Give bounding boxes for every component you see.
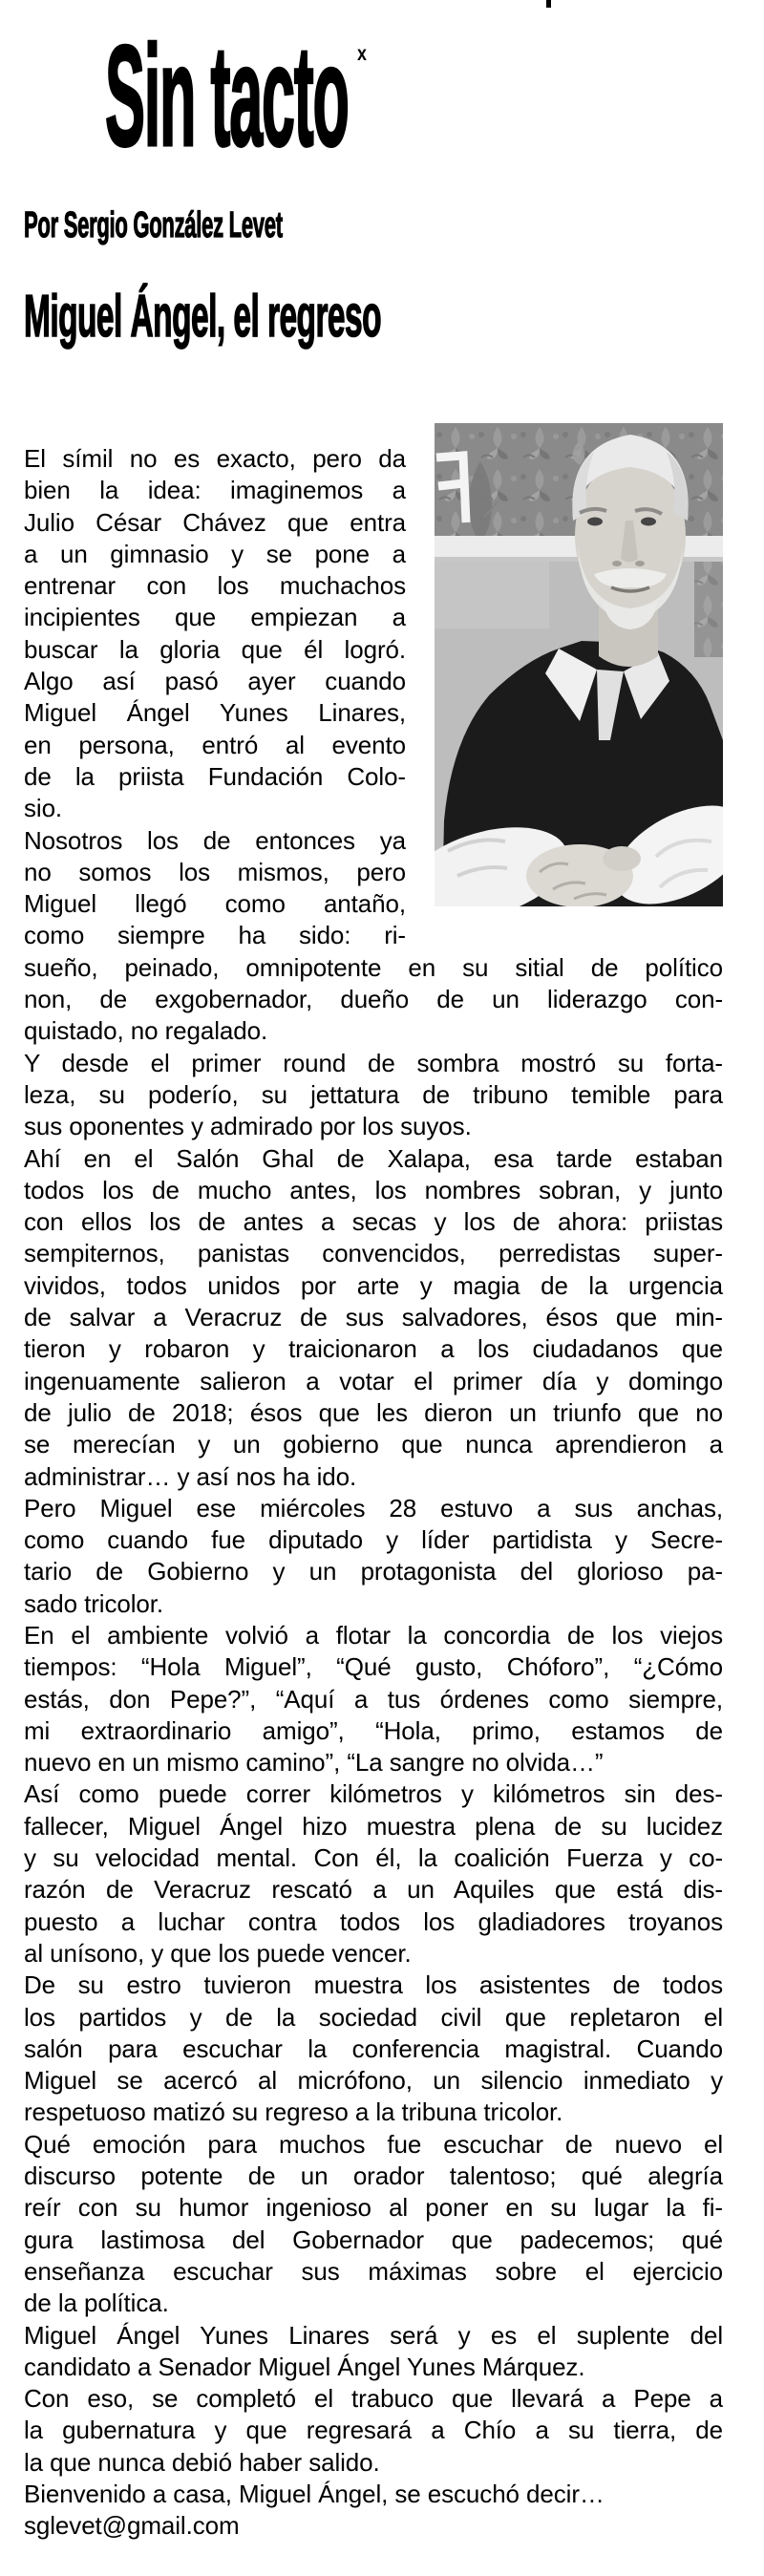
body-text-line: de julio de 2018; ésos que les dieron un triunfo que no [24,1397,723,1427]
body-text-line: Miguel Ángel Yunes Linares, [24,698,406,728]
body-text-line: vividos, todos unidos por arte y magia de la urgencia [24,1270,723,1300]
body-text-line: Miguel se acercó al micrófono, un silencio inmediato y [24,2066,723,2096]
body-text-line: non, de exgobernador, dueño de un liderazgo con- [24,985,723,1014]
body-text-line: los partidos y de la sociedad civil que repletaron el [24,2002,723,2032]
body-text-line: Pero Miguel ese miércoles 28 estuvo a sus anchas, [24,1493,723,1522]
body-text-line: como cuando fue diputado y líder partidista y Secre- [24,1525,723,1555]
body-text-line: leza, su poderío, su jettatura de tribuno temible para [24,1079,723,1109]
body-text-line: nuevo en un mismo camino”, “La sangre no olvida…” [24,1748,604,1778]
body-text-line: discurso potente de un orador talentoso; qué alegría [24,2161,723,2191]
author-email: sglevet@gmail.com [24,2511,240,2541]
body-text-line: Algo así pasó ayer cuando [24,667,406,696]
body-text-line: y su velocidad mental. Con él, la coalición Fuerza y co- [24,1843,723,1873]
body-text-line: respetuoso matizó su regreso a la tribuna tricolor. [24,2097,563,2127]
body-text-line: Miguel llegó como antaño, [24,889,406,919]
body-text-line: sus oponentes y admirado por los suyos. [24,1112,472,1141]
body-text-line: incipientes que empiezan a [24,603,406,632]
body-text-line: buscar la gloria que él logró. [24,634,406,664]
body-text-line: de la priista Fundación Colo- [24,761,406,791]
body-text-line: sado tricolor. [24,1588,164,1618]
body-text-line: fallecer, Miguel Ángel hizo muestra plena de su lucidez [24,1811,723,1841]
body-text-line: la que nunca debió haber salido. [24,2447,380,2477]
body-text-line: Ahí en el Salón Ghal de Xalapa, esa tarde estaban [24,1143,723,1173]
body-text-line: razón de Veracruz rescató a un Aquiles que está dis- [24,1875,723,1905]
body-text-line: tieron y robaron y traicionaron a los ciudadanos que [24,1334,723,1364]
body-text-line: estás, don Pepe?”, “Aquí a tus órdenes como siempre, [24,1684,723,1714]
column-title: Sin tacto [105,15,349,176]
body-text-line: Con eso, se completó el trabuco que llevará a Pepe a [24,2384,723,2414]
body-text-line: Así como puede correr kilómetros y kilómetros sin des- [24,1779,723,1809]
body-text-line: no somos los mismos, pero [24,857,406,886]
column-title-mark: x [357,43,367,65]
body-text-line: Qué emoción para muchos fue escuchar de nuevo el [24,2129,723,2159]
body-text-line: en persona, entró al evento [24,730,406,759]
body-text-line: entrenar con los muchachos [24,571,406,601]
body-text-line: tiempos: “Hola Miguel”, “Qué gusto, Chóforo”, “¿Cómo [24,1652,723,1682]
body-text-line: candidato a Senador Miguel Ángel Yunes Márquez. [24,2352,585,2381]
body-text-line: puesto a luchar contra todos los gladiadores troyanos [24,1906,723,1936]
body-text-line: la gubernatura y que regresará a Chío a su tierra, de [24,2416,723,2445]
body-text-line: Nosotros los de entonces ya [24,825,406,855]
byline: Por Sergio González Levet [24,205,283,245]
body-text-line: bien la idea: imaginemos a [24,476,406,505]
body-text-line: con ellos los de antes a secas y los de ahora: priistas [24,1207,723,1237]
portrait-photo-illustration [435,423,723,906]
body-text-line: tario de Gobierno y un protagonista del glorioso pa- [24,1557,723,1586]
body-text-line: Miguel Ángel Yunes Linares será y es el suplente del [24,2320,723,2350]
body-text-line: Julio César Chávez que entra [24,507,406,537]
body-text-line: de la política. [24,2289,169,2318]
article-headline: Miguel Ángel, el regreso [24,284,382,350]
body-text-line: ingenuamente salieron a votar el primer día y domingo [24,1366,723,1395]
body-text-line: sempiternos, panistas convencidos, perredistas super- [24,1239,723,1268]
body-text-line: como siempre ha sido: ri- [24,921,406,950]
body-text-line: quistado, no regalado. [24,1016,268,1046]
body-text-line: reír con su humor ingenioso al poner en su lugar la fi- [24,2193,723,2223]
body-text-line: En el ambiente volvió a flotar la concordia de los viejos [24,1620,723,1650]
body-text-line: se merecían y un gobierno que nunca aprendieron a [24,1430,723,1459]
body-text-line: Y desde el primer round de sombra mostró su forta- [24,1048,723,1077]
body-text-line: administrar… y así nos ha ido. [24,1461,357,1491]
body-text-line: salón para escuchar la conferencia magistral. Cuando [24,2033,723,2063]
body-text-line: Bienvenido a casa, Miguel Ángel, se escuchó decir… [24,2480,605,2508]
body-text-line: El símil no es exacto, pero da [24,444,406,473]
body-text-line: enseñanza escuchar sus máximas sobre el ejercicio [24,2256,723,2286]
page-edge-mark [546,0,551,8]
body-text-line: gura lastimosa del Gobernador que padecemos; qué [24,2225,723,2254]
body-text-line: todos los de mucho antes, los nombres sobran, y junto [24,1175,723,1204]
body-text-line: al unísono, y que los puede vencer. [24,1938,412,1968]
article-body [24,443,723,2543]
body-text-line: mi extraordinario amigo”, “Hola, primo, estamos de [24,1715,723,1745]
body-text-line: de salvar a Veracruz de sus salvadores, ésos que min- [24,1303,723,1332]
author-portrait-photo [435,423,723,906]
article-narrow-column [24,443,406,952]
body-text-line: De su estro tuvieron muestra los asistentes de todos [24,1970,723,2000]
article-full-width-column [24,952,723,2511]
body-text-line: sio. [24,794,63,823]
body-text-line: sueño, peinado, omnipotente en su sitial de político [24,952,723,982]
body-text-line: a un gimnasio y se pone a [24,539,406,568]
